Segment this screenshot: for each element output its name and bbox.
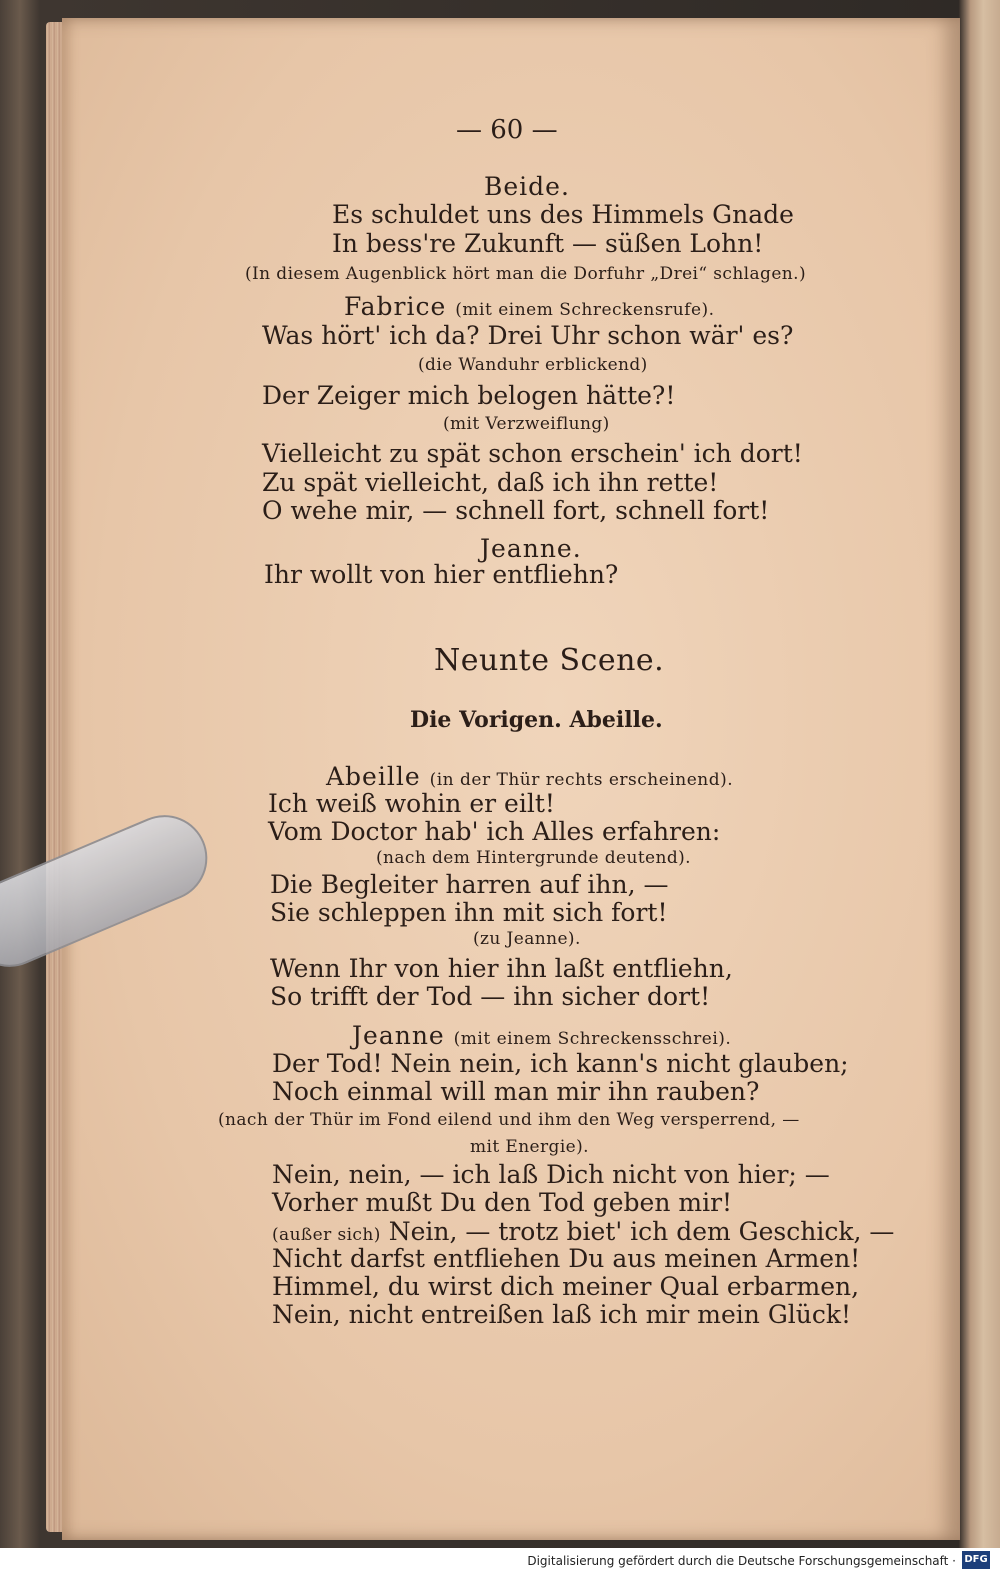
scene-title: Neunte Scene.	[434, 643, 665, 678]
verse-text: Nein, — trotz biet' ich dem Geschick, —	[388, 1217, 895, 1246]
cast-list: Die Vorigen. Abeille.	[410, 707, 663, 733]
speaker-fabrice	[344, 292, 715, 321]
footer-credit: Digitalisierung gefördert durch die Deutsche Forschungsgemeinschaft ·	[527, 1554, 956, 1568]
stage-direction: (zu Jeanne).	[473, 929, 581, 949]
verse-line: Wenn Ihr von hier ihn laßt entfliehn,	[270, 954, 733, 983]
verse-line: Ich weiß wohin er eilt!	[268, 789, 555, 818]
verse-line: So trifft der Tod — ihn sicher dort!	[270, 982, 711, 1011]
verse-line: Nein, nicht entreißen laß ich mir mein Glück!	[272, 1300, 852, 1329]
verse-line: Die Begleiter harren auf ihn, —	[270, 870, 669, 899]
verse-line: Der Zeiger mich belogen hätte?!	[262, 381, 676, 410]
speaker-direction: (mit einem Schreckensrufe).	[455, 300, 715, 320]
stage-direction: (In diesem Augenblick hört man die Dorfuhr „Drei“ schlagen.)	[245, 264, 806, 284]
speaker-name: Fabrice	[344, 292, 447, 321]
stage-direction: mit Energie).	[470, 1137, 589, 1157]
stage-direction: (außer sich)	[272, 1225, 381, 1245]
stage-direction: (nach der Thür im Fond eilend und ihm den Weg versperrend, —	[218, 1110, 800, 1130]
verse-line: Es schuldet uns des Himmels Gnade	[332, 200, 794, 229]
stage-direction: (nach dem Hintergrunde deutend).	[376, 848, 691, 868]
verse-line: Vorher mußt Du den Tod geben mir!	[272, 1188, 733, 1217]
stage-direction: (die Wanduhr erblickend)	[418, 355, 648, 375]
verse-line: Zu spät vielleicht, daß ich ihn rette!	[262, 468, 719, 497]
speaker-jeanne	[352, 1021, 731, 1050]
verse-line: Was hört' ich da? Drei Uhr schon wär' es?	[262, 321, 794, 350]
verse-line-with-direction	[272, 1217, 894, 1246]
stage-direction: (mit Verzweiflung)	[443, 414, 610, 434]
verse-line: Himmel, du wirst dich meiner Qual erbarmen,	[272, 1272, 860, 1301]
verse-line: Nein, nein, — ich laß Dich nicht von hier; —	[272, 1160, 830, 1189]
dfg-logo: DFG	[962, 1551, 990, 1569]
verse-line: Ihr wollt von hier entfliehn?	[264, 560, 619, 589]
verse-line: Sie schleppen ihn mit sich fort!	[270, 898, 668, 927]
verse-line: Noch einmal will man mir ihn rauben?	[272, 1077, 760, 1106]
verse-line: In bess're Zukunft — süßen Lohn!	[332, 229, 764, 258]
speaker-abeille	[326, 762, 733, 791]
verse-line: Der Tod! Nein nein, ich kann's nicht glauben;	[272, 1049, 849, 1078]
speaker-name: Jeanne	[352, 1021, 445, 1050]
speaker-beide: Beide.	[484, 172, 570, 201]
verse-line: Vielleicht zu spät schon erschein' ich dort!	[262, 439, 803, 468]
verse-line: Vom Doctor hab' ich Alles erfahren:	[268, 817, 721, 846]
speaker-jeanne: Jeanne.	[480, 534, 582, 563]
speaker-direction: (mit einem Schreckensschrei).	[453, 1029, 732, 1049]
page-number: — 60 —	[456, 115, 558, 145]
speaker-direction: (in der Thür rechts erscheinend).	[429, 770, 734, 790]
next-page-edge	[958, 0, 1000, 1577]
speaker-name: Abeille	[326, 762, 421, 791]
verse-line: O wehe mir, — schnell fort, schnell fort!	[262, 496, 770, 525]
verse-line: Nicht darfst entfliehen Du aus meinen Armen!	[272, 1244, 861, 1273]
